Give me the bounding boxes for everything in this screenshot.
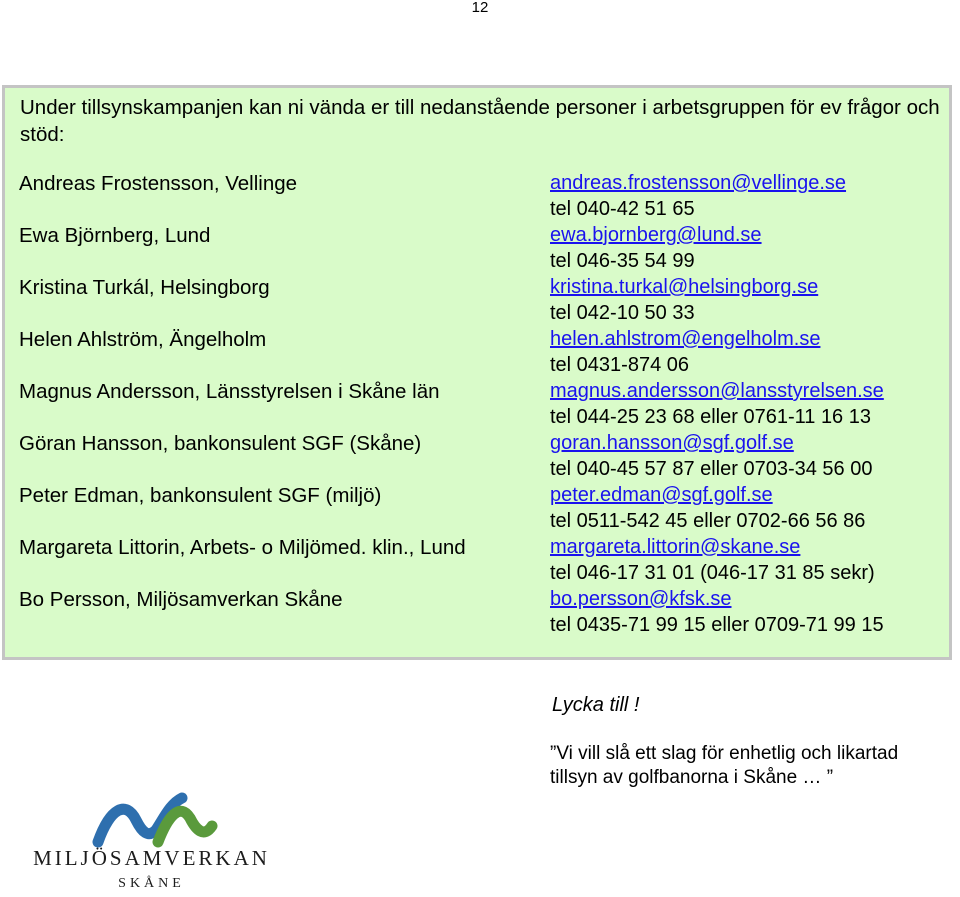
contact-name: Kristina Turkál, Helsingborg (19, 276, 270, 299)
contact-name: Bo Persson, Miljösamverkan Skåne (19, 588, 343, 611)
contact-name: Andreas Frostensson, Vellinge (19, 172, 298, 195)
miljosamverkan-logo (14, 788, 289, 893)
contact-phone: tel 046-17 31 01 (046-17 31 85 sekr) (550, 562, 875, 584)
page-number: 12 (471, 0, 489, 16)
contact-email-link[interactable]: peter.edman@sgf.golf.se (550, 484, 773, 506)
contact-name: Göran Hansson, bankonsulent SGF (Skåne) (19, 432, 422, 455)
contact-row (5, 376, 949, 428)
wave-mark-icon (14, 788, 289, 848)
contact-email-link[interactable]: kristina.turkal@helsingborg.se (550, 276, 819, 298)
contact-phone: tel 046-35 54 99 (550, 250, 695, 272)
contact-email-link[interactable]: bo.persson@kfsk.se (550, 588, 732, 610)
contact-phone: tel 0511-542 45 eller 0702-66 56 86 (550, 510, 866, 532)
contact-row (5, 220, 949, 272)
contact-row (5, 480, 949, 532)
contact-phone: tel 040-45 57 87 eller 0703-34 56 00 (550, 458, 873, 480)
contact-row (5, 324, 949, 376)
contact-name: Peter Edman, bankonsulent SGF (miljö) (19, 484, 382, 507)
contact-phone: tel 0435-71 99 15 eller 0709-71 99 15 (550, 614, 884, 636)
contact-phone: tel 042-10 50 33 (550, 302, 695, 324)
contact-email-link[interactable]: margareta.littorin@skane.se (550, 536, 801, 558)
contact-email-link[interactable]: ewa.bjornberg@lund.se (550, 224, 762, 246)
contact-email-link[interactable]: magnus.andersson@lansstyrelsen.se (550, 380, 884, 402)
intro-text: Under tillsynskampanjen kan ni vända er till nedanstående personer i arbetsgruppen för ev frågor och stöd: (20, 96, 940, 146)
contact-email-link[interactable]: andreas.frostensson@vellinge.se (550, 172, 847, 194)
contact-box (2, 85, 952, 660)
contact-name: Helen Ahlström, Ängelholm (19, 328, 267, 351)
contact-row (5, 532, 949, 584)
contact-row (5, 168, 949, 220)
logo-region: SKÅNE (118, 876, 185, 891)
contact-row (5, 428, 949, 480)
contact-name: Ewa Björnberg, Lund (19, 224, 211, 247)
contact-email-link[interactable]: helen.ahlstrom@engelholm.se (550, 328, 821, 350)
closing-slogan: ”Vi vill slå ett slag för enhetlig och likartad tillsyn av golfbanorna i Skåne … ” (550, 743, 899, 788)
contact-name: Margareta Littorin, Arbets- o Miljömed. klin., Lund (19, 536, 466, 559)
contact-row (5, 272, 949, 324)
contact-phone: tel 040-42 51 65 (550, 198, 695, 220)
closing-greeting: Lycka till ! (552, 694, 640, 716)
logo-wordmark: MILJÖSAMVERKAN (33, 846, 270, 870)
contact-row (5, 584, 949, 636)
contact-phone: tel 0431-874 06 (550, 354, 690, 376)
contact-phone: tel 044-25 23 68 eller 0761-11 16 13 (550, 406, 871, 428)
contact-email-link[interactable]: goran.hansson@sgf.golf.se (550, 432, 794, 454)
contact-name: Magnus Andersson, Länsstyrelsen i Skåne län (19, 380, 440, 403)
